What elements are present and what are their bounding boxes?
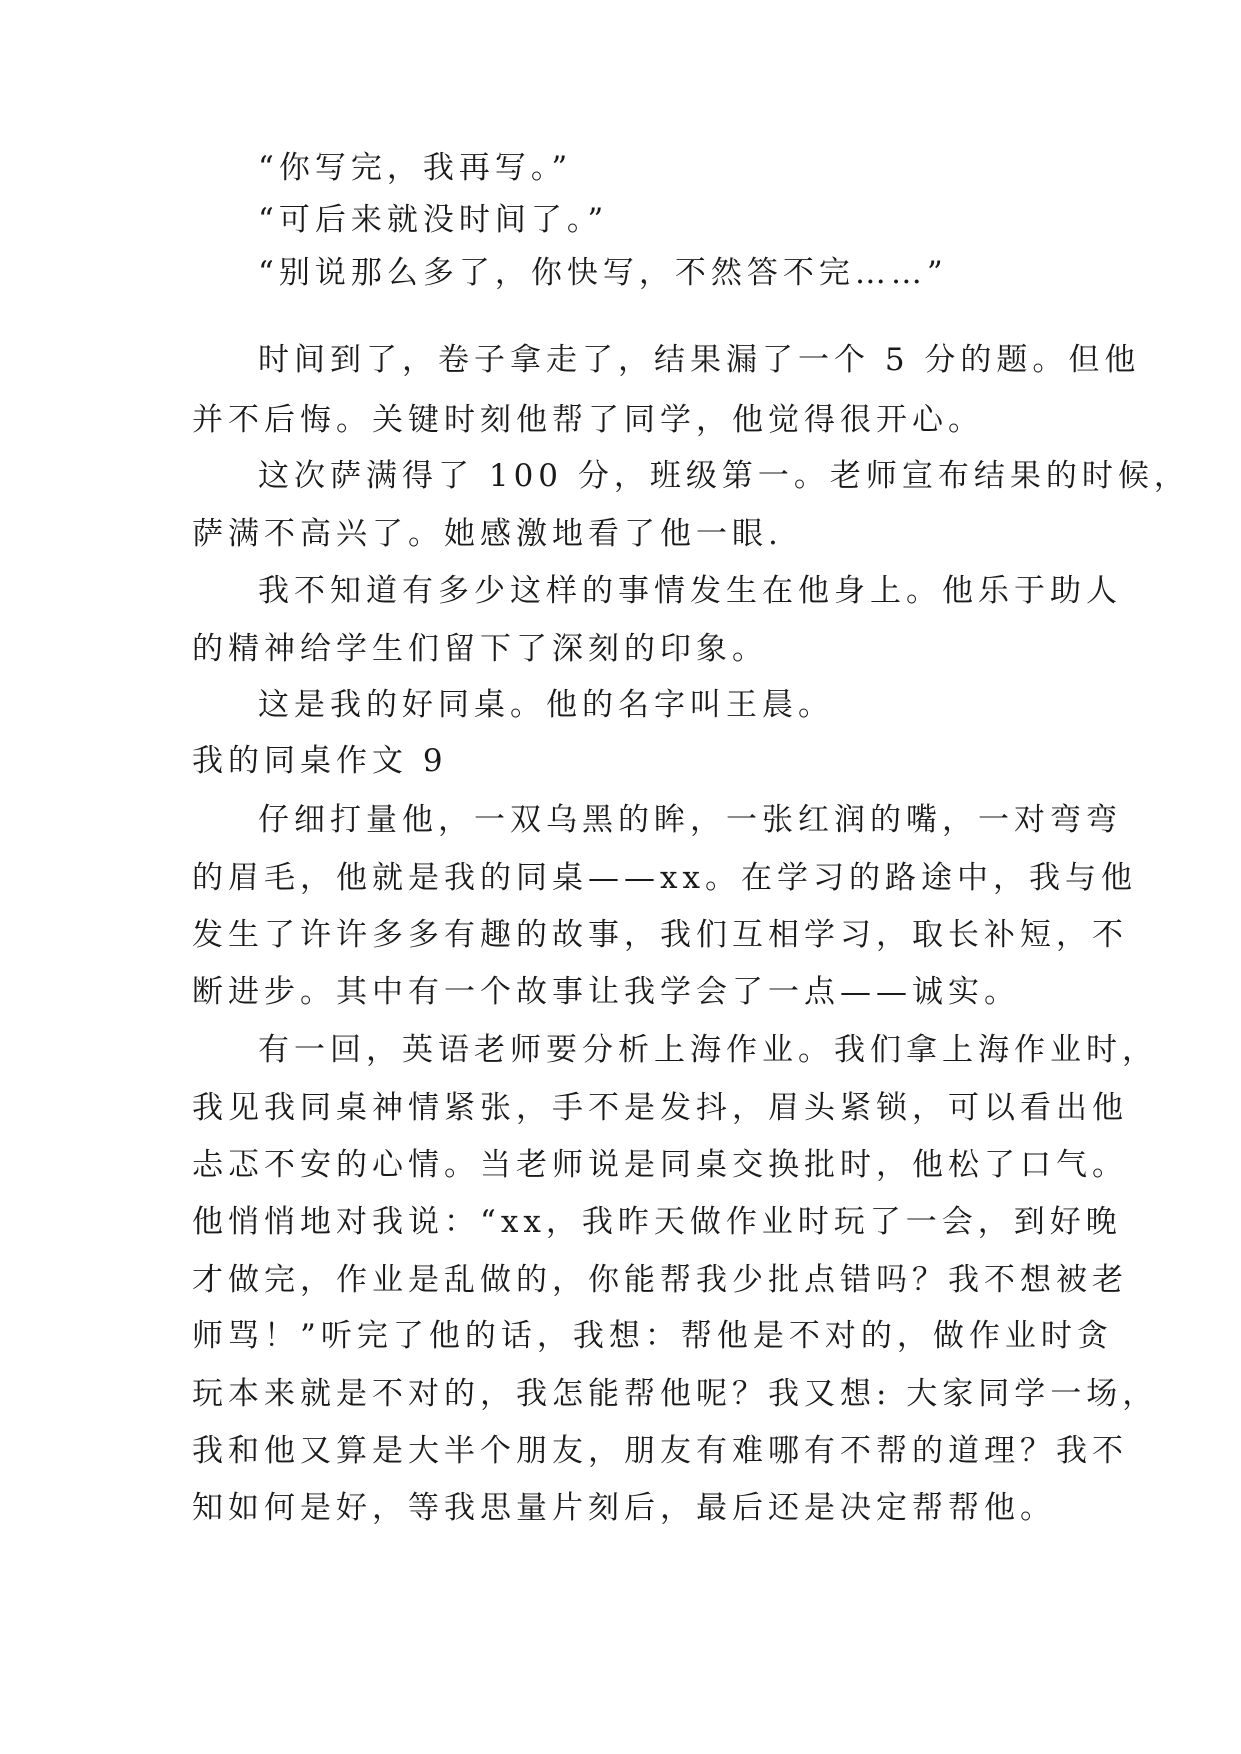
paragraph-line: 师骂！”听完了他的话，我想：帮他是不对的，做作业时贪 (192, 1318, 1113, 1354)
section-title: 我的同桌作文 9 (192, 743, 448, 779)
paragraph-line: 这次萨满得了 100 分，班级第一。老师宣布结果的时候， (258, 458, 1190, 494)
paragraph-line: 的眉毛，他就是我的同桌——xx。在学习的路途中，我与他 (192, 860, 1137, 896)
paragraph-line: 仔细打量他，一双乌黑的眸，一张红润的嘴，一对弯弯 (258, 802, 1122, 838)
paragraph-line: 的精神给学生们留下了深刻的印象。 (192, 631, 768, 667)
dialogue-line: “可后来就没时间了。” (258, 202, 609, 238)
paragraph-line: 并不后悔。关键时刻他帮了同学，他觉得很开心。 (192, 402, 984, 438)
paragraph-line: 我见我同桌神情紧张，手不是发抖，眉头紧锁，可以看出他 (192, 1090, 1128, 1126)
paragraph-line: 发生了许许多多有趣的故事，我们互相学习，取长补短，不 (192, 917, 1128, 953)
paragraph-line: 我不知道有多少这样的事情发生在他身上。他乐于助人 (258, 573, 1122, 609)
paragraph-line: 时间到了，卷子拿走了，结果漏了一个 5 分的题。但他 (258, 342, 1141, 378)
dialogue-line: “你写完，我再写。” (258, 150, 573, 186)
paragraph-line: 忐忑不安的心情。当老师说是同桌交换批时，他松了口气。 (192, 1147, 1128, 1183)
paragraph-line: 我和他又算是大半个朋友，朋友有难哪有不帮的道理？我不 (192, 1433, 1128, 1469)
paragraph-line: 断进步。其中有一个故事让我学会了一点——诚实。 (192, 974, 1020, 1010)
paragraph-line: 玩本来就是不对的，我怎能帮他呢？我又想: 大家同学一场， (192, 1376, 1159, 1412)
paragraph-line: 他悄悄地对我说：“xx，我昨天做作业时玩了一会，到好晚 (192, 1204, 1122, 1240)
dialogue-line: “别说那么多了，你快写，不然答不完……” (258, 255, 948, 291)
paragraph-line: 这是我的好同桌。他的名字叫王晨。 (258, 687, 834, 723)
paragraph-line: 知如何是好，等我思量片刻后，最后还是决定帮帮他。 (192, 1490, 1056, 1526)
paragraph-line: 有一回，英语老师要分析上海作业。我们拿上海作业时， (258, 1032, 1158, 1068)
paragraph-line: 才做完，作业是乱做的，你能帮我少批点错吗？我不想被老 (192, 1262, 1128, 1298)
paragraph-line: 萨满不高兴了。她感激地看了他一眼. (192, 516, 783, 552)
